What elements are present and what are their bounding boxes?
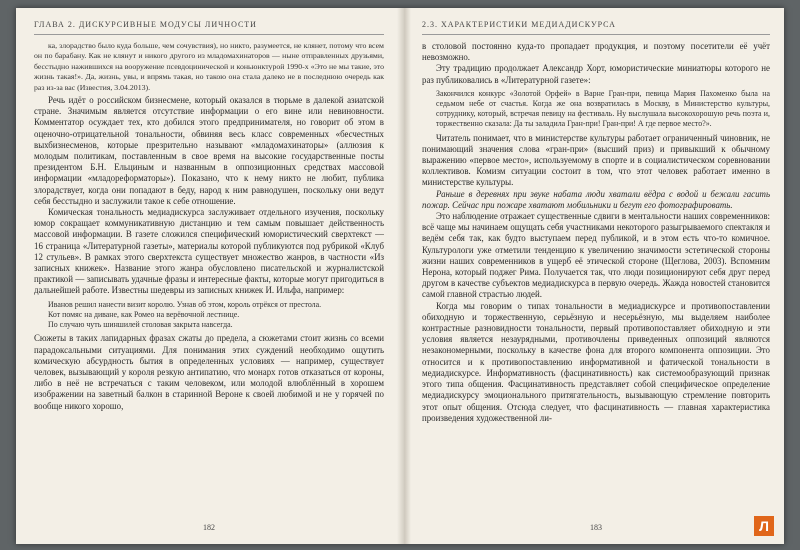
paragraph: Сюжеты в таких лапидарных фразах сжаты до предела, а сюжетами стоит жизнь со всеми парадоксальными ситуациями. Для понимания этих суждений необходимо ощутить комическую абсурдность бытия в определенных условиях — например, существует человек, вызывающий у короля резкую антипатию, что монарх готов отказаться от короны, либо в неё не встречаться с таким человеком, или молодой влюблённый в хорошем изображении на заветный балкон в старинной Вероне к своей любимой и не у горячей по вообще никого хорошо,	[34, 333, 384, 411]
right-page-body	[422, 35, 770, 424]
paragraph: Речь идёт о российском бизнесмене, который оказался в тюрьме в далекой азиатской стране. Значимым является отсутствие информации о его вине или невиновности. Комментатор осуждает тех, кто добился этого предпринимателя, но говорит об этом в оценочно-отрицательной тональности, обвиняя весь класс современных «бесчестных выхбизнесменов, которые презрительно называют «младомахинаторы» (аллюзия к молодым политикам, поставленным в свое время на высокие государственные посты президентом Б.Н. Ельциным и названным в оппозиционных средствах массовой информации «младореформаторы»). Показано, что к нему никто не любит, публика злорадствует, когда они попадают в беду, народ к ним равнодушен, поскольку они ведут себя бесстыдно и заслужили такое к себе отношение.	[34, 95, 384, 206]
page-number-right: 183	[590, 523, 602, 532]
book-gutter	[397, 8, 411, 544]
block-quote-top: ка, злорадство было куда больше, чем сочувствия), но никто, разумеется, не клянет, потому что всем он по барабану. Как не клянут и никого другого из младомахинаторов — ныне отправленных друзьями, бесстыдно нажившихся на вооружение псевдоцинической и коньюнктурой 1990-х «Это не мы такие, это жизнь такая!». Да, жизнь, увы, и впрямь такая, но такою она стала далеко не в последнюю очередь как раз из-за вас (Известия, 3.04.2013).	[34, 41, 384, 92]
running-head-right: 2.3. ХАРАКТЕРИСТИКИ МЕДИАДИСКУРСА	[422, 8, 770, 35]
paragraph: Эту традицию продолжает Александр Хорт, юмористические миниатюры которого не раз публиковались в «Литературной газете»:	[422, 63, 770, 85]
paragraph: Читатель понимает, что в министерстве культуры работает ограниченный чиновник, не понимающий значения слова «гран-при» (высший приз) и привыкший к обычному выражению «первое место», используемому в спорте и в социалистическом соревновании коллективов. Комизм ситуации состоит в том, что этот человек работает именно в министерстве культуры.	[422, 132, 770, 188]
running-head-left: ГЛАВА 2. ДИСКУРСИВНЫЕ МОДУСЫ ЛИЧНОСТИ	[34, 8, 384, 35]
excerpt-line: Иванов решил нанести визит королю. Узнав об этом, король отрёкся от престола.	[48, 299, 322, 309]
paragraph: Когда мы говорим о типах тональности в медиадискурсе и противопоставлении обиходную и торжественную, серьёзную и несерьёзную, мы выделяем наиболее контрастные разновидности тональности, первый противопоставляет обиходную и эти условия является незаурядными, противочлены приведенных оппозиций являются незакономерными, поскольку в качестве фона для второго компонента оппозиции. Это относится и к противопоставлению информативной и фатической тональности в медиадискурсе. Информативность (фасцинативность) как системообразующий признак этого типа общения. Фасцинативность представляет собой специфическое определение медиадискурсу эмоционального притягательность, вызывающую стремление повторить этот опыт общения. Отсюда следует, что фасцинативность — главная характеристика произведения художественной ли-	[422, 300, 770, 423]
notebook-excerpts	[48, 300, 384, 331]
italic-example: Раньше в деревнях при звуке набата люди хватали вёдра с водой и бежали гасить пожар. Сейчас при пожаре хватают мобильники и бегут его фотографировать.	[422, 188, 770, 210]
block-quote: Закончился конкурс «Золотой Орфей» в Варне Гран-при, певица Мария Пахоменко была на седьмом небе от счастья. Когда же она возвратилась в Москву, в Министерство культуры, сотруднику, который, встречая певицу на фестиваль. Ну выслушала высокохорошую речь поэта и, торжественно сказала: Да ты заладила Гран-при! Гран-при! А где первое место?».	[436, 88, 770, 129]
left-page	[34, 8, 384, 544]
paragraph: Комическая тональность медиадискурса заслуживает отдельного изучения, поскольку юмор сокращает коммуникативную дистанцию и тем самым повышает действенность массовой информации. В газете сложился специфический юмористический сверхтекст — 16 страница «Литературной газеты», материалы которой публикуются под рубрикой «Клуб 12 стульев». В рамках этого сверхтекста существует множество жанров, в частности «Из записных книжек». Название этого жанра обусловлено писательской и журналистской практикой — записывать удачные фразы и интересные факты, которые могут пригодиться в дальнейшей работе. Известны шедевры из записных книжек И. Ильфа, например:	[34, 207, 384, 296]
page-number-left: 182	[203, 523, 215, 532]
paragraph: Это наблюдение отражает существенные сдвиги в ментальности наших современников: всё чаще мы начинаем ощущать себя участниками некоторого разыгрываемого спектакля и ведём себя так, как будто выступаем перед публикой, и в этом есть что-то комичное. Культурологи уже отметили тенденцию к увеличению значимости эстетической стороны жизни наших современников в ущерб её этической стороне (Щеглова, 2003). Вспомним Нерона, который поджег Рима. Получается так, что люди позиционируют себя друг перед другом в качестве субъектов медиадискурса в первую очередь. Жажда новостей становится самой главной страстью людей.	[422, 211, 770, 300]
excerpt-line: По случаю чуть шиншилей столовая закрыта навсегда.	[48, 320, 233, 330]
book-spread	[16, 8, 784, 544]
publisher-logo-icon: Л	[754, 516, 774, 536]
left-page-body	[34, 35, 384, 412]
paragraph: в столовой постоянно куда-то пропадает продукция, и поэтому посетители её учёт невозможно.	[422, 41, 770, 63]
excerpt-line: Кот помяс на диване, как Ромео на верёвочной лестнице.	[48, 309, 240, 319]
right-page	[422, 8, 770, 544]
